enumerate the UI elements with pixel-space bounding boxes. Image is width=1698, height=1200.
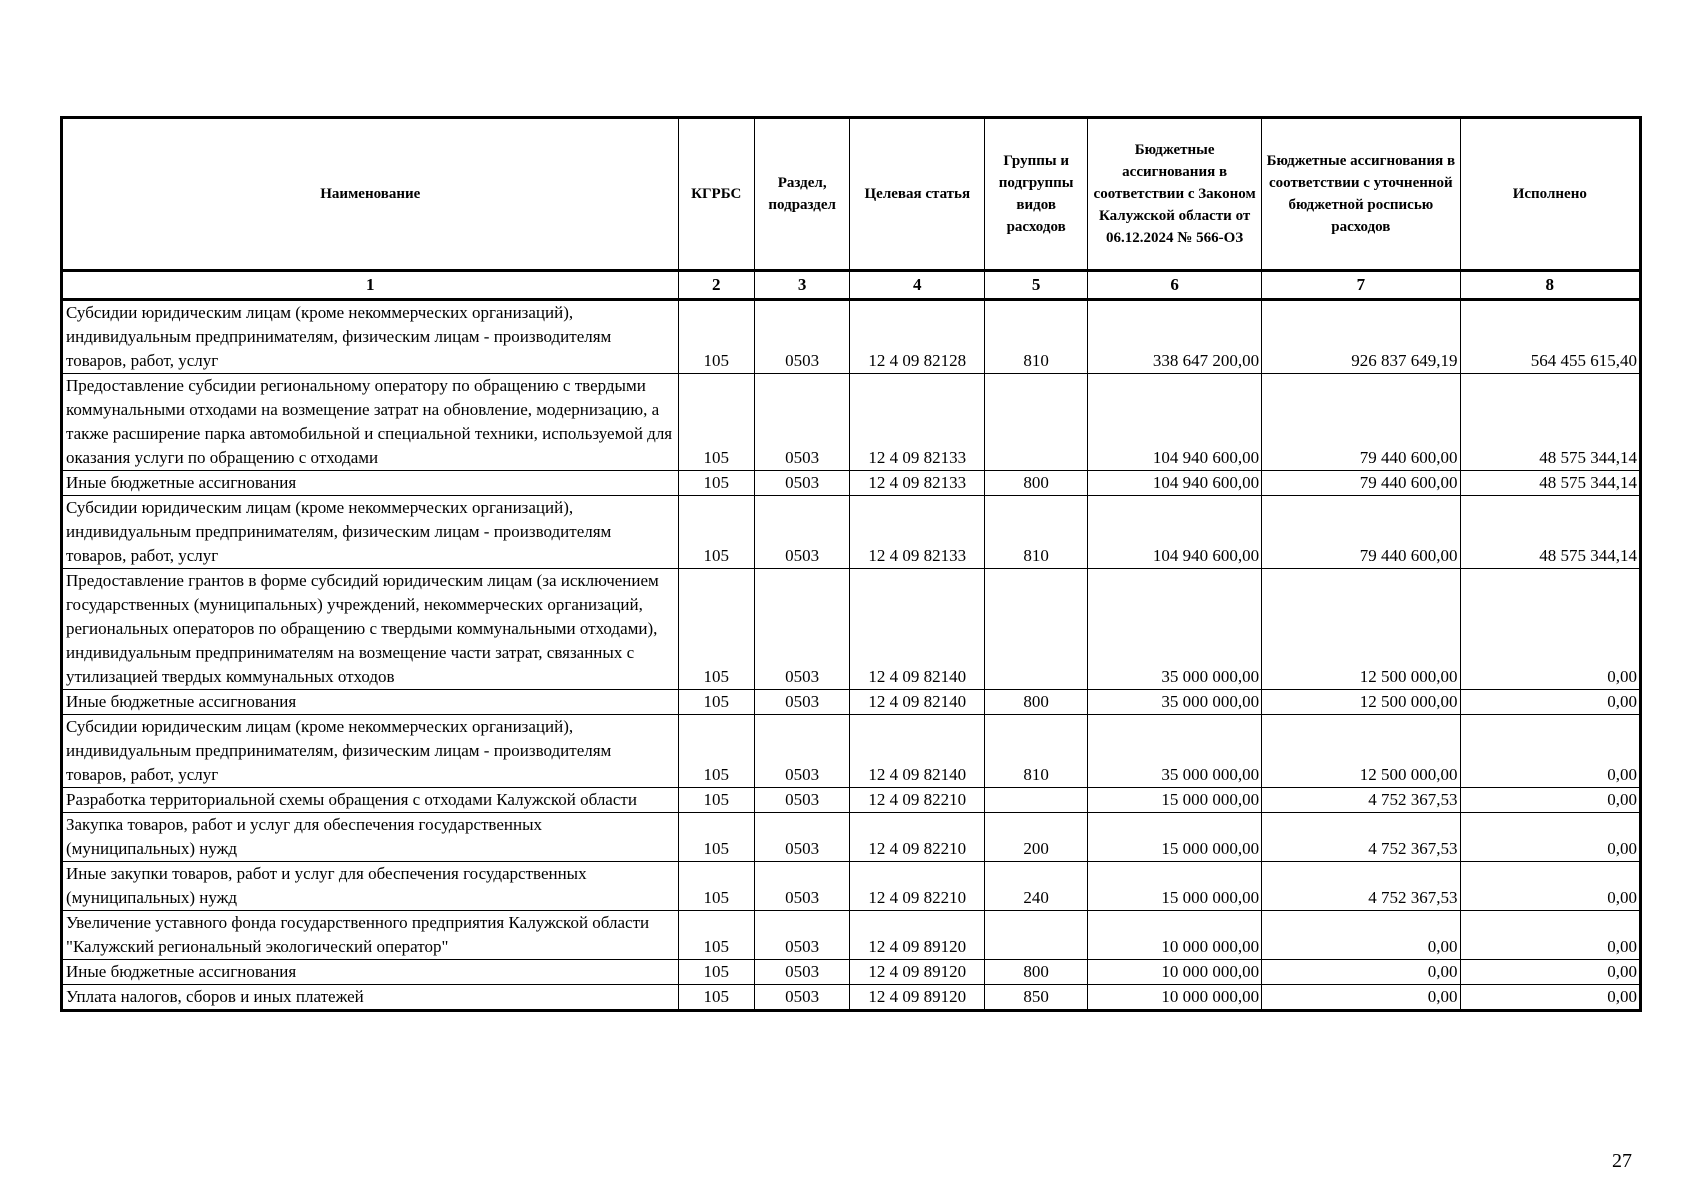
row-name-cell: Предоставление грантов в форме субсидий юридическим лицам (за исключением государственных (муниципальных) учреждений, некоммерческих организаций, региональных операторов по обращению с твердыми коммунальными отходами), индивидуальным предпринимателям на возмещение части затрат, связанных с утилизацией твердых коммунальных отходов: [62, 569, 679, 690]
row-law-allocation-cell: 338 647 200,00: [1088, 300, 1262, 374]
row-executed-cell: 0,00: [1460, 960, 1640, 985]
row-name-cell: Субсидии юридическим лицам (кроме некоммерческих организаций), индивидуальным предпринимателям, физическим лицам - производителям товаров, работ, услуг: [62, 496, 679, 569]
row-law-allocation-cell: 15 000 000,00: [1088, 813, 1262, 862]
header-law-allocation: Бюджетные ассигнования в соответствии с Законом Калужской области от 06.12.2024 № 566-ОЗ: [1088, 118, 1262, 271]
row-expense-group-cell: 810: [985, 496, 1088, 569]
row-section-cell: 0503: [754, 715, 850, 788]
row-law-allocation-cell: 15 000 000,00: [1088, 788, 1262, 813]
row-executed-cell: 564 455 615,40: [1460, 300, 1640, 374]
row-refined-allocation-cell: 926 837 649,19: [1262, 300, 1460, 374]
header-target-article: Целевая статья: [850, 118, 985, 271]
row-section-cell: 0503: [754, 471, 850, 496]
row-name-cell: Уплата налогов, сборов и иных платежей: [62, 985, 679, 1011]
row-refined-allocation-cell: 0,00: [1262, 911, 1460, 960]
row-expense-group-cell: 240: [985, 862, 1088, 911]
header-expense-group: Группы и подгруппы видов расходов: [985, 118, 1088, 271]
row-refined-allocation-cell: 0,00: [1262, 985, 1460, 1011]
row-target-article-cell: 12 4 09 82133: [850, 496, 985, 569]
row-kgrbs-cell: 105: [678, 374, 754, 471]
row-section-cell: 0503: [754, 960, 850, 985]
row-section-cell: 0503: [754, 911, 850, 960]
row-refined-allocation-cell: 4 752 367,53: [1262, 788, 1460, 813]
row-refined-allocation-cell: 0,00: [1262, 960, 1460, 985]
header-kgrbs: КГРБС: [678, 118, 754, 271]
column-number: 7: [1262, 271, 1460, 300]
row-name-cell: Иные бюджетные ассигнования: [62, 471, 679, 496]
row-kgrbs-cell: 105: [678, 862, 754, 911]
row-refined-allocation-cell: 79 440 600,00: [1262, 374, 1460, 471]
row-section-cell: 0503: [754, 569, 850, 690]
row-executed-cell: 48 575 344,14: [1460, 374, 1640, 471]
row-expense-group-cell: [985, 569, 1088, 690]
header-name: Наименование: [62, 118, 679, 271]
row-expense-group-cell: 800: [985, 471, 1088, 496]
row-kgrbs-cell: 105: [678, 911, 754, 960]
row-refined-allocation-cell: 12 500 000,00: [1262, 715, 1460, 788]
row-target-article-cell: 12 4 09 82133: [850, 471, 985, 496]
row-expense-group-cell: 800: [985, 960, 1088, 985]
row-expense-group-cell: 200: [985, 813, 1088, 862]
row-kgrbs-cell: 105: [678, 788, 754, 813]
row-refined-allocation-cell: 4 752 367,53: [1262, 813, 1460, 862]
table-row: [62, 960, 1641, 985]
row-name-cell: Разработка территориальной схемы обращения с отходами Калужской области: [62, 788, 679, 813]
row-kgrbs-cell: 105: [678, 496, 754, 569]
row-target-article-cell: 12 4 09 82133: [850, 374, 985, 471]
row-kgrbs-cell: 105: [678, 985, 754, 1011]
row-executed-cell: 0,00: [1460, 862, 1640, 911]
row-section-cell: 0503: [754, 813, 850, 862]
column-number: 3: [754, 271, 850, 300]
row-expense-group-cell: 800: [985, 690, 1088, 715]
row-law-allocation-cell: 15 000 000,00: [1088, 862, 1262, 911]
row-target-article-cell: 12 4 09 82210: [850, 788, 985, 813]
row-kgrbs-cell: 105: [678, 813, 754, 862]
row-name-cell: Субсидии юридическим лицам (кроме некоммерческих организаций), индивидуальным предпринимателям, физическим лицам - производителям товаров, работ, услуг: [62, 300, 679, 374]
column-number: 1: [62, 271, 679, 300]
row-kgrbs-cell: 105: [678, 471, 754, 496]
table-row: [62, 985, 1641, 1011]
row-name-cell: Иные закупки товаров, работ и услуг для обеспечения государственных (муниципальных) нужд: [62, 862, 679, 911]
row-target-article-cell: 12 4 09 82128: [850, 300, 985, 374]
table-row: [62, 911, 1641, 960]
row-law-allocation-cell: 10 000 000,00: [1088, 985, 1262, 1011]
row-section-cell: 0503: [754, 788, 850, 813]
header-executed: Исполнено: [1460, 118, 1640, 271]
table-row: [62, 496, 1641, 569]
column-number: 2: [678, 271, 754, 300]
table-row: [62, 813, 1641, 862]
table-row: [62, 300, 1641, 374]
row-expense-group-cell: 850: [985, 985, 1088, 1011]
row-name-cell: Закупка товаров, работ и услуг для обеспечения государственных (муниципальных) нужд: [62, 813, 679, 862]
row-target-article-cell: 12 4 09 89120: [850, 911, 985, 960]
row-target-article-cell: 12 4 09 82210: [850, 813, 985, 862]
table-row: [62, 788, 1641, 813]
row-expense-group-cell: [985, 911, 1088, 960]
row-section-cell: 0503: [754, 496, 850, 569]
table-row: [62, 715, 1641, 788]
row-law-allocation-cell: 35 000 000,00: [1088, 690, 1262, 715]
row-law-allocation-cell: 10 000 000,00: [1088, 911, 1262, 960]
table-body: [62, 300, 1641, 1011]
row-executed-cell: 0,00: [1460, 715, 1640, 788]
row-law-allocation-cell: 10 000 000,00: [1088, 960, 1262, 985]
row-section-cell: 0503: [754, 862, 850, 911]
row-name-cell: Увеличение уставного фонда государственного предприятия Калужской области "Калужский региональный экологический оператор": [62, 911, 679, 960]
table-header: [62, 118, 1641, 300]
row-expense-group-cell: [985, 788, 1088, 813]
row-target-article-cell: 12 4 09 82140: [850, 690, 985, 715]
row-kgrbs-cell: 105: [678, 300, 754, 374]
row-executed-cell: 48 575 344,14: [1460, 471, 1640, 496]
row-executed-cell: 0,00: [1460, 788, 1640, 813]
budget-table: [60, 116, 1642, 1012]
row-executed-cell: 0,00: [1460, 690, 1640, 715]
table-row: [62, 569, 1641, 690]
row-refined-allocation-cell: 4 752 367,53: [1262, 862, 1460, 911]
row-section-cell: 0503: [754, 690, 850, 715]
row-refined-allocation-cell: 12 500 000,00: [1262, 690, 1460, 715]
row-refined-allocation-cell: 79 440 600,00: [1262, 471, 1460, 496]
row-name-cell: Субсидии юридическим лицам (кроме некоммерческих организаций), индивидуальным предпринимателям, физическим лицам - производителям товаров, работ, услуг: [62, 715, 679, 788]
row-law-allocation-cell: 35 000 000,00: [1088, 715, 1262, 788]
table-row: [62, 374, 1641, 471]
row-section-cell: 0503: [754, 985, 850, 1011]
row-target-article-cell: 12 4 09 82140: [850, 715, 985, 788]
column-number: 6: [1088, 271, 1262, 300]
table-row: [62, 862, 1641, 911]
row-law-allocation-cell: 35 000 000,00: [1088, 569, 1262, 690]
row-executed-cell: 0,00: [1460, 911, 1640, 960]
row-refined-allocation-cell: 79 440 600,00: [1262, 496, 1460, 569]
table-row: [62, 690, 1641, 715]
row-executed-cell: 0,00: [1460, 813, 1640, 862]
row-expense-group-cell: 810: [985, 300, 1088, 374]
row-refined-allocation-cell: 12 500 000,00: [1262, 569, 1460, 690]
row-name-cell: Иные бюджетные ассигнования: [62, 960, 679, 985]
row-executed-cell: 48 575 344,14: [1460, 496, 1640, 569]
row-executed-cell: 0,00: [1460, 569, 1640, 690]
table-row: [62, 471, 1641, 496]
row-name-cell: Предоставление субсидии региональному оператору по обращению с твердыми коммунальными отходами на возмещение затрат на обновление, модернизацию, а также расширение парка автомобильной и специальной техники, используемой для оказания услуги по обращению с отходами: [62, 374, 679, 471]
header-section: Раздел, подраздел: [754, 118, 850, 271]
row-section-cell: 0503: [754, 374, 850, 471]
column-number: 4: [850, 271, 985, 300]
row-kgrbs-cell: 105: [678, 715, 754, 788]
row-name-cell: Иные бюджетные ассигнования: [62, 690, 679, 715]
row-law-allocation-cell: 104 940 600,00: [1088, 496, 1262, 569]
row-target-article-cell: 12 4 09 89120: [850, 960, 985, 985]
row-target-article-cell: 12 4 09 82210: [850, 862, 985, 911]
column-number: 8: [1460, 271, 1640, 300]
row-expense-group-cell: [985, 374, 1088, 471]
page-number: 27: [1612, 1150, 1632, 1172]
header-refined-allocation: Бюджетные ассигнования в соответствии с уточненной бюджетной росписью расходов: [1262, 118, 1460, 271]
row-kgrbs-cell: 105: [678, 960, 754, 985]
row-target-article-cell: 12 4 09 82140: [850, 569, 985, 690]
row-executed-cell: 0,00: [1460, 985, 1640, 1011]
row-kgrbs-cell: 105: [678, 690, 754, 715]
row-target-article-cell: 12 4 09 89120: [850, 985, 985, 1011]
row-law-allocation-cell: 104 940 600,00: [1088, 471, 1262, 496]
row-section-cell: 0503: [754, 300, 850, 374]
row-law-allocation-cell: 104 940 600,00: [1088, 374, 1262, 471]
row-expense-group-cell: 810: [985, 715, 1088, 788]
column-number: 5: [985, 271, 1088, 300]
row-kgrbs-cell: 105: [678, 569, 754, 690]
